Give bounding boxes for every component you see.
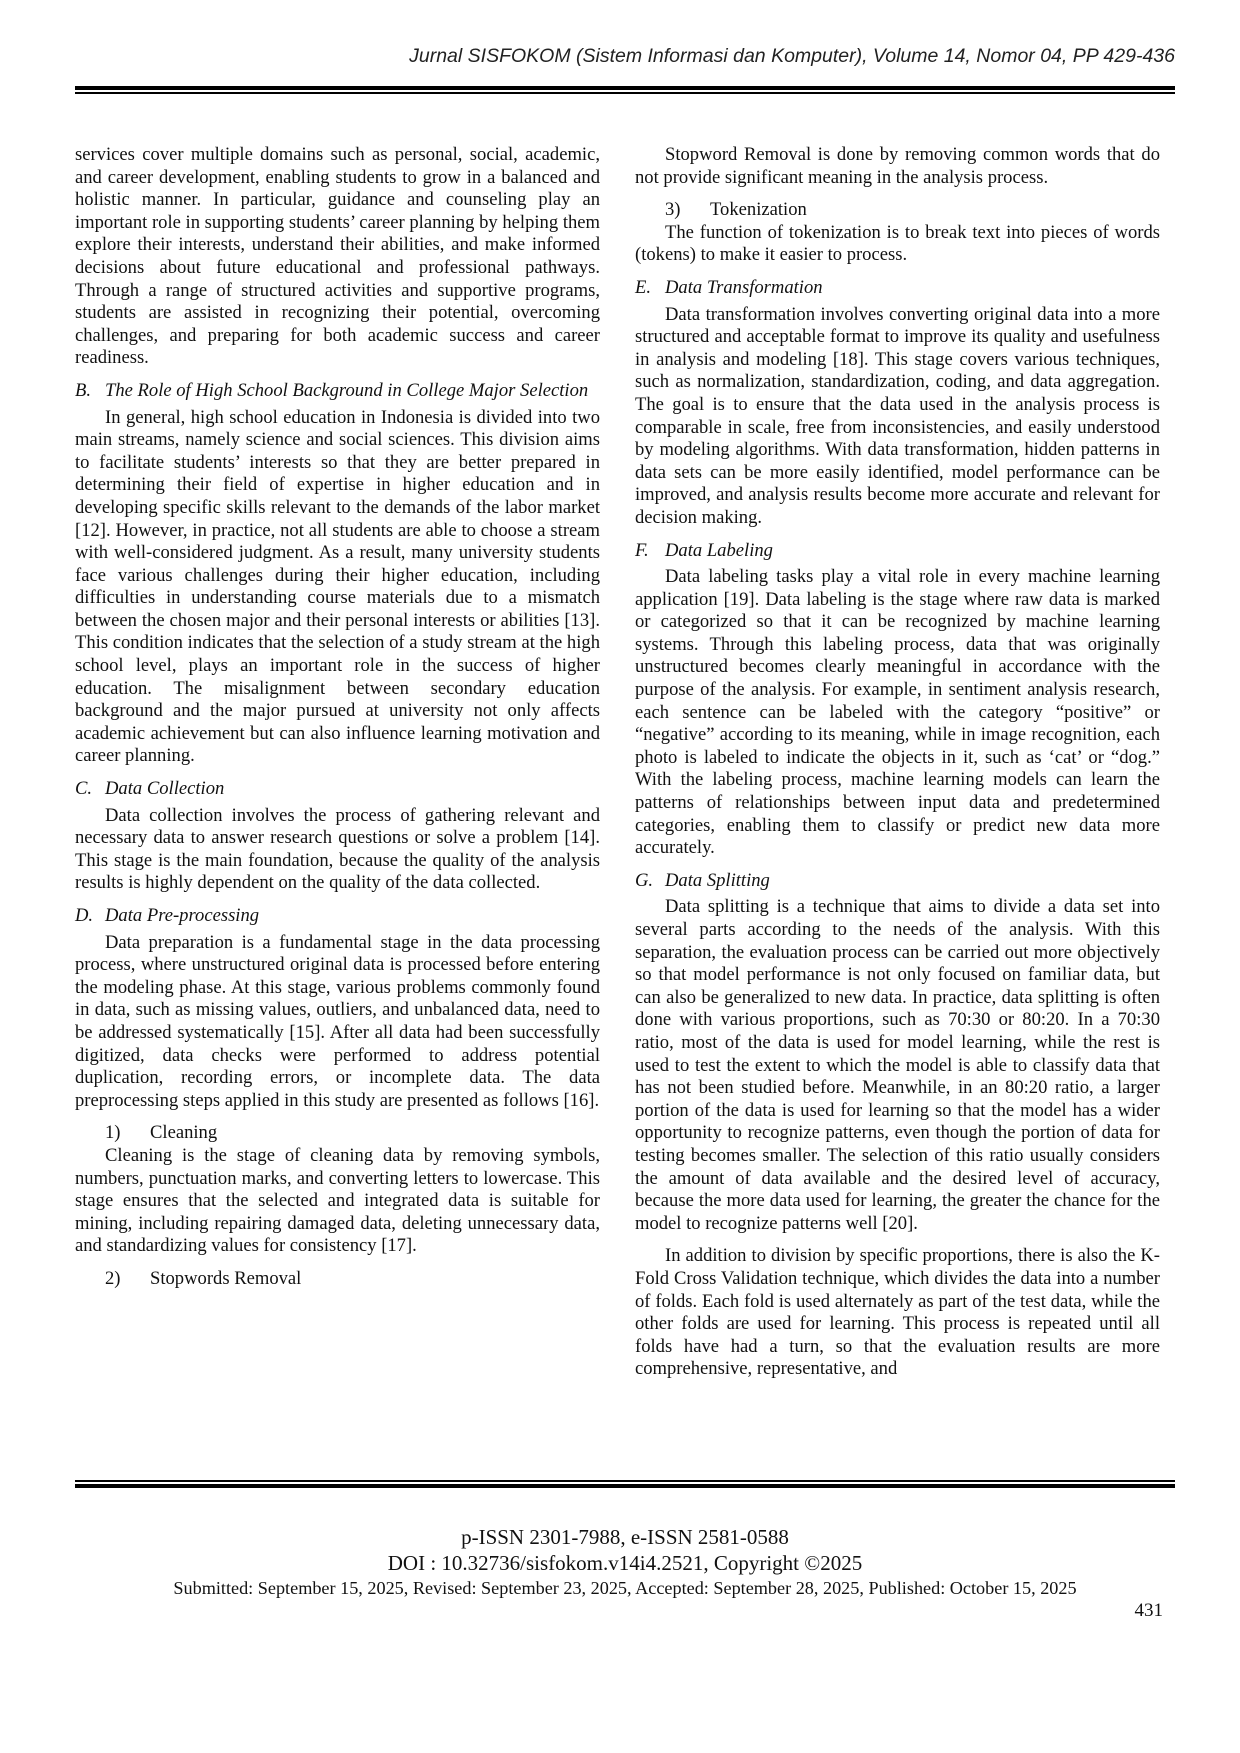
subsection-1-title: Cleaning [150, 1122, 218, 1144]
section-g-paragraph-2: In addition to division by specific proportions, there is also the K-Fold Cross Validation technique, which divides the data into a number of folds. Each fold is used alternately as part of the test data, while the other folds are used for learning. This process is repeated until all folds have had a turn, so that the evaluation results are more comprehensive, representative, and [635, 1245, 1160, 1380]
section-b-number: B. [75, 379, 92, 401]
section-d-number: D. [75, 905, 94, 926]
section-e-title: Data Transformation [665, 276, 823, 298]
section-g-title: Data Splitting [665, 869, 770, 891]
subsection-2-paragraph: Stopword Removal is done by removing common words that do not provide significant meaning in the analysis process. [635, 144, 1160, 188]
section-b-title: The Role of High School Background in College Major Selection [105, 379, 589, 401]
page-number: 431 [1134, 1600, 1163, 1621]
subsection-1-paragraph: Cleaning is the stage of cleaning data by removing symbols, numbers, punctuation marks, and converting letters to lowercase. This stage ensures that the selected and integrated data is suitable for mining, including repairing damaged data, deleting unnecessary data, and standardizing values for consistency [17]. [75, 1144, 600, 1257]
section-d-title: Data Pre-processing [105, 905, 260, 926]
section-f-number: F. [635, 539, 649, 561]
subsection-1-heading [75, 1122, 600, 1145]
section-g-paragraph-1: Data splitting is a technique that aims to divide a data set into several parts according to the needs of the analysis. With this separation, the evaluation process can be carried out more objectively so that model performance is not only focused on familiar data, but can also be generalized to new data. In practice, data splitting is often done with various proportions, such as 70:30 or 80:20. In a 70:30 ratio, most of the data is used for model learning, while the rest is used to test the extent to which the model is able to classify data that has not been studied before. Meanwhile, in an 80:20 ratio, a larger portion of the data is used for learning so that the model has a wider opportunity to recognize patterns, even though the portion of data for testing becomes smaller. The selection of this ratio usually considers the amount of data available and the desired level of accuracy, because the more data used for learning, the greater the chance for the model to recognize patterns well [20]. [635, 896, 1160, 1234]
left-column [75, 144, 600, 1291]
subsection-2-title: Stopwords Removal [150, 1267, 302, 1289]
footer-dates: Submitted: September 15, 2025, Revised: September 23, 2025, Accepted: September 28, 2025, Published: October 15, 2025 [173, 1578, 1077, 1598]
section-c-heading [75, 778, 600, 801]
section-f-paragraph: Data labeling tasks play a vital role in every machine learning application [19]. Data labeling is the stage where raw data is marked or categorized so that it can be recognized by machine learning systems. Through this labeling process, data that was originally unstructured becomes clearly meaningful in accordance with the purpose of the analysis. For example, in sentiment analysis research, each sentence can be labeled with the category “positive” or “negative” according to its meaning, while in image recognition, each photo is labeled to indicate the objects in it, such as ‘cat’ or “dog.” With the labeling process, machine learning models can learn the patterns of relationships between input data and predetermined categories, enabling them to classify or predict new data more accurately. [635, 566, 1160, 859]
section-e-number: E. [635, 276, 652, 298]
section-c-title: Data Collection [105, 778, 225, 800]
section-c-number: C. [75, 778, 93, 800]
journal-header: Jurnal SISFOKOM (Sistem Informasi dan Komputer), Volume 14, Nomor 04, PP 429-436 [409, 45, 1175, 67]
section-d-paragraph: Data preparation is a fundamental stage in the data processing process, where unstructured original data is processed before entering the modeling phase. At this stage, various problems commonly found in data, such as missing values, outliers, and unbalanced data, need to be addressed systematically [15]. After all data had been successfully digitized, data checks were performed to address potential duplication, recording errors, or incomplete data. The data preprocessing steps applied in this study are presented as follows [16]. [75, 931, 600, 1111]
section-e-heading [635, 277, 1160, 300]
section-f-title: Data Labeling [665, 539, 773, 561]
section-b-heading [75, 380, 600, 403]
subsection-3-title: Tokenization [710, 199, 807, 221]
subsection-2-number: 2) [105, 1267, 121, 1289]
section-d-heading [75, 905, 600, 928]
intro-paragraph: services cover multiple domains such as personal, social, academic, and career development, enabling students to grow in a balanced and holistic manner. In particular, guidance and counseling play an important role in supporting students’ career planning by helping them explore their interests, understand their abilities, and make informed decisions about future educational and professional pathways. Through a range of structured activities and supportive programs, students are assisted in recognizing their potential, overcoming challenges, and preparing for both academic success and career readiness. [75, 144, 600, 369]
section-b-paragraph: In general, high school education in Indonesia is divided into two main streams, namely science and social sciences. This division aims to facilitate students’ interests so that they are better prepared in determining their field of expertise in higher education and in developing specific skills relevant to the demands of the labor market [12]. However, in practice, not all students are able to choose a stream with well-considered judgment. As a result, many university students face various challenges during their higher education, including difficulties in understanding course materials due to a mismatch between the chosen major and their personal interests or abilities [13]. This condition indicates that the selection of a study stream at the high school level, plays an important role in the success of higher education. The misalignment between secondary education background and the major pursued at university not only affects academic achievement but can also influence learning motivation and career planning. [75, 406, 600, 767]
subsection-3-paragraph: The function of tokenization is to break text into pieces of words (tokens) to make it easier to process. [635, 221, 1160, 266]
footer-issn: p-ISSN 2301-7988, e-ISSN 2581-0588 [461, 1525, 789, 1549]
subsection-2-heading [75, 1268, 600, 1291]
footer-doi: DOI : 10.32736/sisfokom.v14i4.2521, Copyright ©2025 [387, 1551, 863, 1575]
section-g-heading [635, 870, 1160, 893]
section-f-heading [635, 540, 1160, 563]
header-rule-thick [75, 86, 1175, 90]
section-e-paragraph: Data transformation involves converting original data into a more structured and acceptable format to improve its quality and usefulness in analysis and modeling [18]. This stage covers various techniques, such as normalization, standardization, coding, and data aggregation. The goal is to ensure that the data used in the analysis process is comparable in scale, free from inconsistencies, and easily understood by modeling algorithms. With data transformation, hidden patterns in data sets can be more easily identified, model performance can be improved, and analysis results become more accurate and relevant for decision making. [635, 303, 1160, 528]
header-rule-thin [75, 92, 1175, 94]
right-column [635, 144, 1160, 1381]
footer-rule-thin [75, 1480, 1175, 1482]
footer-rule-thick [75, 1484, 1175, 1488]
subsection-3-heading [635, 199, 1160, 222]
section-c-paragraph: Data collection involves the process of gathering relevant and necessary data to answer research questions or solve a problem [14]. This stage is the main foundation, because the quality of the analysis results is highly dependent on the quality of the data collected. [75, 804, 600, 894]
subsection-1-number: 1) [105, 1122, 121, 1144]
section-g-number: G. [635, 869, 654, 891]
subsection-3-number: 3) [665, 199, 681, 221]
